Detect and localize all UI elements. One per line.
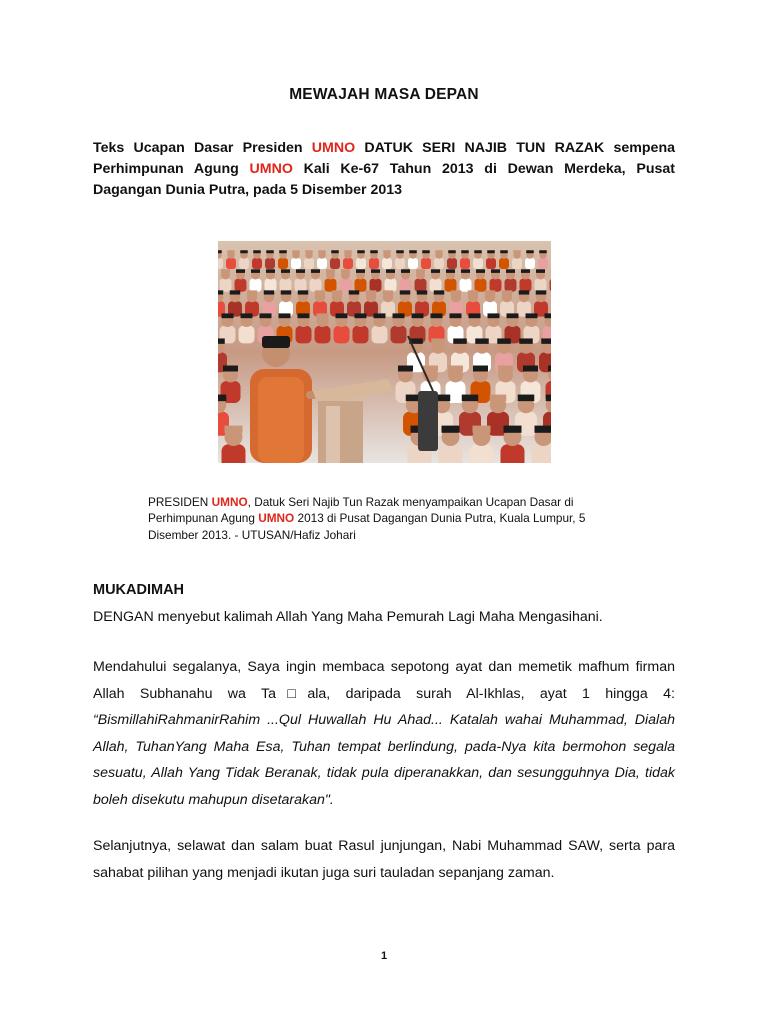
paragraph-selawat: Selanjutnya, selawat dan salam buat Rasul junjungan, Nabi Muhammad SAW, serta para sahabat pilihan yang menjadi ikutan juga suri tauladan sepanjang zaman. [93, 838, 675, 881]
paragraph-quran-text: Mendahului segalanya, Saya ingin membaca sepotong ayat dan memetik mafhum firman Allah Subhanahu wa Ta□ala, daripada surah Al-Ikhlas, ayat 1 hingga 4: [93, 659, 675, 702]
paragraph-opening: DENGAN menyebut kalimah Allah Yang Maha Pemurah Lagi Maha Mengasihani. [93, 609, 603, 625]
caption-text-3: 2013 di Pusat Dagangan Dunia Putra, Kuala Lumpur, 5 Disember 2013. - UTUSAN/Hafiz Johari [148, 511, 586, 542]
section-heading: MUKADIMAH [93, 582, 185, 598]
caption-text-2: , Datuk Seri Najib Tun Razak menyampaikan Ucapan Dasar di Perhimpunan Agung [148, 495, 574, 526]
page-title: MEWAJAH MASA DEPAN [289, 86, 479, 103]
caption-umno-1: UMNO [211, 495, 248, 509]
intro-umno-2: UMNO [249, 161, 293, 177]
caption-text-1: PRESIDEN [148, 495, 212, 509]
photo-illustration [218, 241, 551, 463]
intro-paragraph [93, 138, 675, 201]
monitor [418, 391, 438, 451]
paragraph-quran [93, 654, 675, 813]
intro-umno-1: UMNO [311, 140, 356, 156]
intro-text-1: Teks Ucapan Dasar Presiden [93, 140, 312, 156]
photo-caption [148, 494, 638, 543]
paragraph-quran-quote: “BismillahiRahmanirRahim ...Qul Huwallah Hu Ahad... Katalah wahai Muhammad, Dialah Allah, TuhanYang Maha Esa, Tuhan tempat berlindung, pada-Nya kita bermohon segala sesuatu, Allah Yang Tidak Beranak, tidak pula diperanakkan, dan sesungguhnya Dia, tidak boleh disekutu mahupun disetarakan". [93, 712, 675, 808]
intro-text-3: Kali Ke-67 Tahun 2013 di Dewan Merdeka, Pusat Dagangan Dunia Putra, pada 5 Disember 2013 [93, 161, 675, 198]
speech-photo [218, 241, 551, 463]
page-number: 1 [380, 950, 388, 962]
intro-text-2: DATUK SERI NAJIB TUN RAZAK sempena Perhimpunan Agung [93, 140, 676, 177]
caption-umno-2: UMNO [258, 511, 295, 526]
